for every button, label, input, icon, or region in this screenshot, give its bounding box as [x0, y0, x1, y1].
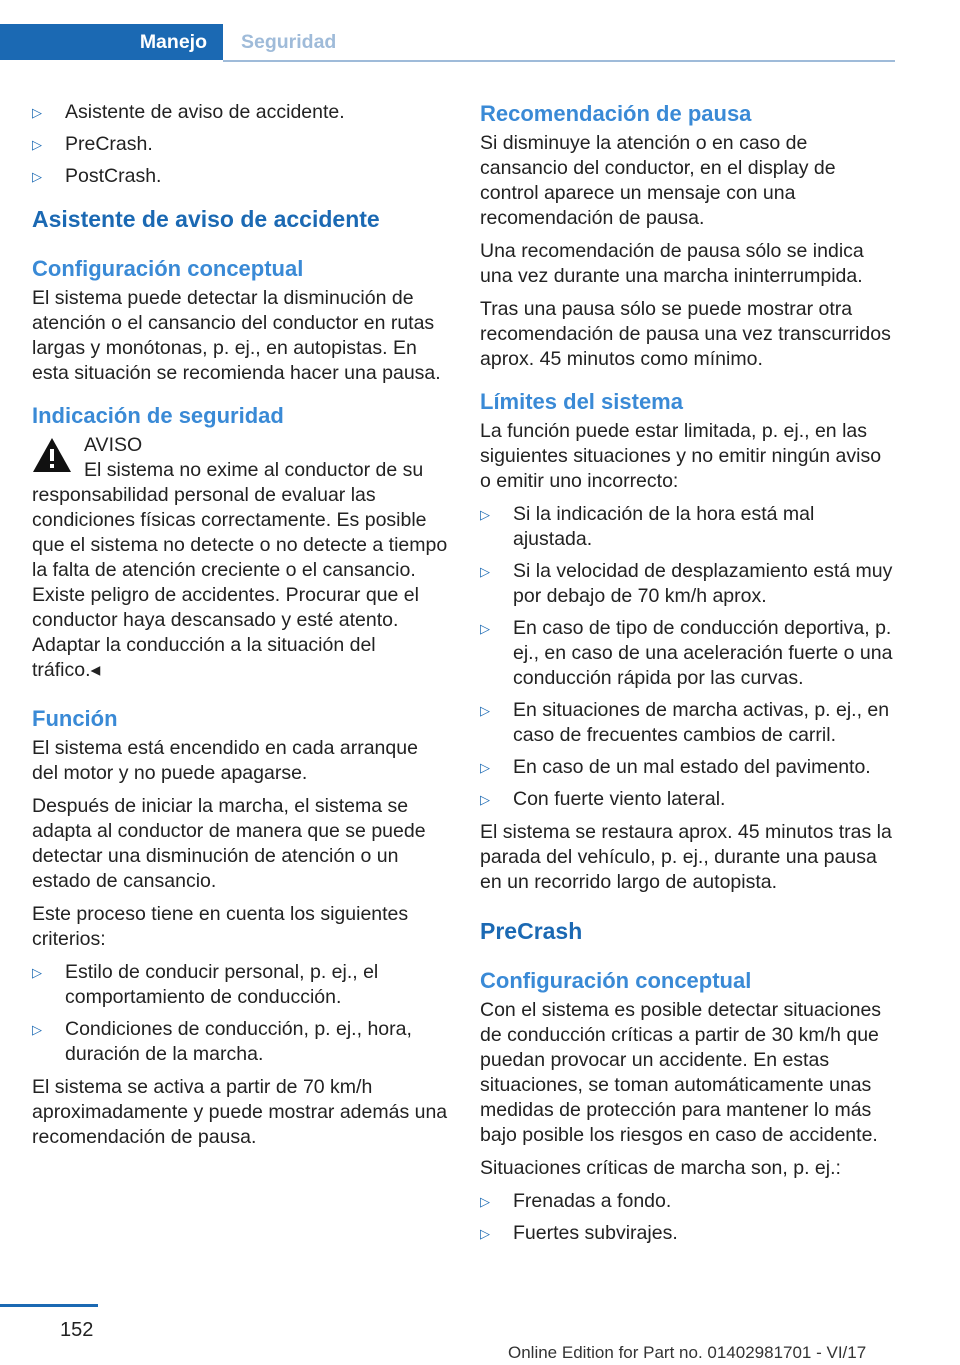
subsection-title-recomendacion: Recomendación de pausa	[480, 101, 752, 126]
bullet-triangle-icon: ▷	[480, 760, 490, 775]
subsection-title-configuracion-2: Configuración conceptual	[480, 968, 752, 993]
section-title-precrash: PreCrash	[480, 918, 583, 944]
paragraph-recomendacion-3: Tras una pausa sólo se puede mostrar otra recomendación de pausa una vez transcurridos aprox. 45 minutos como mínimo.	[480, 298, 891, 370]
warning-text: El sistema no exime al conductor de su responsabilidad personal de evaluar las condiciones físicas correctamente. Es posible que el sistema no detecte o no detecte a tiempo la falta de atención creciente o el cansancio. Existe peligro de accidentes. Procurar que el conductor haya descansado y esté atento. Adaptar la conducción a la situación del tráfico.◂	[32, 459, 448, 681]
chapter-tabs	[0, 24, 895, 60]
warning-block	[32, 433, 448, 683]
list-item: ▷ Si la velocidad de desplazamiento está muy por debajo de 70 km/h aprox.	[480, 560, 893, 607]
bullet-triangle-icon: ▷	[32, 137, 42, 152]
list-item: ▷ Estilo de conducir personal, p. ej., el comportamiento de conducción.	[32, 961, 379, 1008]
bullet-triangle-icon: ▷	[480, 564, 490, 579]
list-item: ▷ En caso de un mal estado del pavimento.	[480, 756, 871, 778]
warning-label: AVISO	[84, 434, 143, 456]
list-item: ▷ Condiciones de conducción, p. ej., hora, duración de la marcha.	[32, 1018, 412, 1065]
list-item: ▷ Si la indicación de la hora está mal ajustada.	[480, 503, 815, 550]
edition-footer: Online Edition for Part no. 01402981701 - VI/17	[508, 1343, 867, 1362]
bullet-triangle-icon: ▷	[480, 703, 490, 718]
tab-manejo[interactable]: Manejo	[0, 24, 223, 60]
paragraph-limites-2: El sistema se restaura aprox. 45 minutos tras la parada del vehículo, p. ej., durante una pausa en un recorrido largo de autopista.	[480, 821, 892, 893]
list-item: ▷ Fuertes subvirajes.	[480, 1222, 678, 1244]
intro-list	[32, 100, 448, 189]
list-item: ▷ PostCrash.	[32, 165, 162, 187]
bullet-triangle-icon: ▷	[32, 169, 42, 184]
list-item: ▷ Frenadas a fondo.	[480, 1190, 672, 1212]
paragraph-funcion-4: El sistema se activa a partir de 70 km/h aproximadamente y puede mostrar además una recomendación de pausa.	[32, 1076, 448, 1148]
paragraph-precrash-2: Situaciones críticas de marcha son, p. ej.:	[480, 1157, 841, 1179]
header-rule	[223, 60, 895, 62]
bullet-triangle-icon: ▷	[480, 621, 490, 636]
subsection-title-funcion: Función	[32, 706, 118, 731]
criteria-list	[32, 960, 448, 1067]
section-title-asistente: Asistente de aviso de accidente	[32, 206, 380, 232]
tab-seguridad[interactable]: Seguridad	[223, 24, 895, 60]
list-item: ▷ Asistente de aviso de accidente.	[32, 101, 345, 123]
warning-triangle-icon	[32, 437, 72, 473]
page-number-bar	[0, 1304, 98, 1307]
paragraph-precrash-1: Con el sistema es posible detectar situaciones de conducción críticas a partir de 30 km/h que puedan provocar un accidente. En estas situaciones, se toman automáticamente unas medidas de protección para mantener lo más bajo posible los riesgos en caso de accidente.	[480, 999, 882, 1146]
subsection-title-configuracion: Configuración conceptual	[32, 256, 304, 281]
bullet-triangle-icon: ▷	[480, 507, 490, 522]
list-item: ▷ En caso de tipo de conducción deportiva, p. ej., en caso de una aceleración fuerte o una conducción rápida por las curvas.	[480, 617, 893, 689]
paragraph-limites-1: La función puede estar limitada, p. ej., en las siguientes situaciones y no emitir ningún aviso o emitir uno incorrecto:	[480, 420, 882, 492]
subsection-title-limites: Límites del sistema	[480, 389, 683, 414]
list-item: ▷ PreCrash.	[32, 133, 153, 155]
paragraph-funcion-2: Después de iniciar la marcha, el sistema se adapta al conductor de manera que se puede detectar una disminución de atención o un estado de cansancio.	[32, 795, 426, 892]
list-item: ▷ En situaciones de marcha activas, p. ej., en caso de frecuentes cambios de carril.	[480, 699, 890, 746]
paragraph-recomendacion-2: Una recomendación de pausa sólo se indica una vez durante una marcha ininterrumpida.	[480, 240, 864, 287]
situations-list	[480, 1189, 896, 1246]
limits-list	[480, 502, 896, 812]
bullet-triangle-icon: ▷	[480, 1226, 490, 1241]
paragraph-recomendacion-1: Si disminuye la atención o en caso de cansancio del conductor, en el display de control aparece un mensaje con una recomendación de pausa.	[480, 132, 836, 229]
list-item: ▷ Con fuerte viento lateral.	[480, 788, 726, 810]
bullet-triangle-icon: ▷	[480, 792, 490, 807]
right-column	[480, 100, 896, 1254]
paragraph-funcion-3: Este proceso tiene en cuenta los siguientes criterios:	[32, 903, 409, 950]
paragraph-funcion-1: El sistema está encendido en cada arranque del motor y no puede apagarse.	[32, 737, 418, 784]
bullet-triangle-icon: ▷	[480, 1194, 490, 1209]
bullet-triangle-icon: ▷	[32, 965, 42, 980]
bullet-triangle-icon: ▷	[32, 105, 42, 120]
bullet-triangle-icon: ▷	[32, 1022, 42, 1037]
page-number: 152	[60, 1319, 94, 1341]
subsection-title-indicacion: Indicación de seguridad	[32, 403, 284, 428]
paragraph-configuracion: El sistema puede detectar la disminución de atención o el cansancio del conductor en rutas largas y monótonas, p. ej., en autopistas. En esta situación se recomienda hacer una pausa.	[32, 287, 441, 384]
left-column	[32, 100, 448, 1158]
